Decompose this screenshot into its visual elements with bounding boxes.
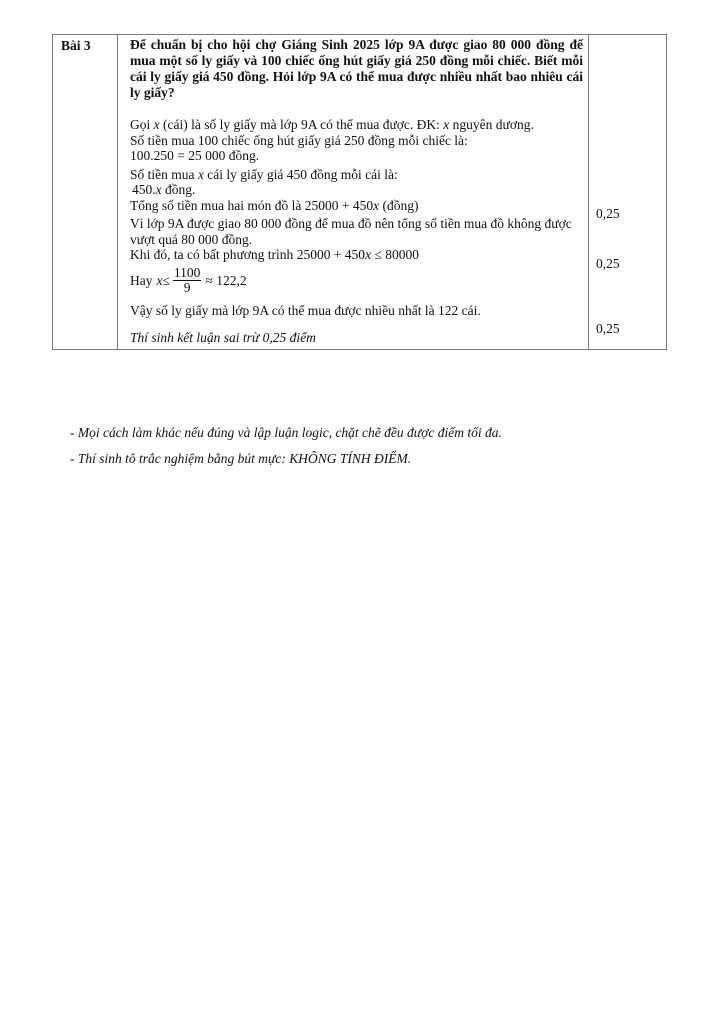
- fraction-numerator: 1100: [173, 265, 201, 280]
- solution-line-1: Gọi x (cái) là số ly giấy mà lớp 9A có thể mua được. ĐK: x nguyên dương.: [130, 117, 534, 132]
- conclusion: Vậy số ly giấy mà lớp 9A có thể mua được nhiều nhất là 122 cái.: [130, 302, 481, 318]
- problem-statement: Để chuẩn bị cho hội chợ Giáng Sinh 2025 lớp 9A được giao 80 000 đồng để mua một số ly giấy và 100 chiếc ống hút giấy giá 250 đồng mỗi chiếc. Biết mỗi cái ly giấy giá 450 đồng. Hỏi lớp 9A có thể mua được nhiều nhất bao nhiêu cái ly giấy?: [130, 37, 583, 100]
- score-1: 0,25: [596, 206, 620, 221]
- table-row: [53, 35, 667, 350]
- footnote-2: - Thí sinh tô trắc nghiệm bằng bút mực: KHÔNG TÍNH ĐIỂM.: [70, 451, 412, 466]
- grading-table-container: [52, 34, 667, 350]
- fraction-denominator: 9: [183, 280, 191, 295]
- problem-label-cell: [53, 35, 118, 350]
- solution-line-5: 450.x đồng.: [132, 182, 196, 197]
- footnotes: [70, 425, 502, 477]
- footnote-1: - Mọi cách làm khác nếu đúng và lập luận logic, chặt chẽ đều được điểm tối đa.: [70, 425, 502, 440]
- solution-line-9: Hay x ≤ $\frac{1100}{9}$ ≈ 122,2: [130, 265, 247, 295]
- problem-label: Bài 3: [61, 38, 91, 53]
- solution-line-3: 100.250 = 25 000 đồng.: [130, 148, 260, 163]
- solution-line-2: Số tiền mua 100 chiếc ống hút giấy giá 250 đồng mỗi chiếc là:: [130, 132, 468, 148]
- score-3: 0,25: [596, 321, 620, 336]
- solution-line-4: Số tiền mua x cái ly giấy giá 450 đồng mỗi cái là:: [130, 166, 398, 182]
- solution-cell: [118, 35, 589, 350]
- grading-note: Thí sinh kết luận sai trừ 0,25 điểm: [130, 330, 316, 345]
- solution-line-6: Tổng số tiền mua hai món đồ là 25000 + 450x (đồng): [130, 197, 419, 213]
- solution-line-8: Khi đó, ta có bất phương trình 25000 + 450x ≤ 80000: [130, 247, 419, 262]
- grading-table: [52, 34, 667, 350]
- fraction: [173, 266, 202, 295]
- solution-line-7: Vì lớp 9A được giao 80 000 đồng để mua đồ nên tổng số tiền mua đồ không được vượt quá 80 000 đồng.: [130, 216, 572, 247]
- score-cell: [589, 35, 667, 350]
- score-2: 0,25: [596, 256, 620, 271]
